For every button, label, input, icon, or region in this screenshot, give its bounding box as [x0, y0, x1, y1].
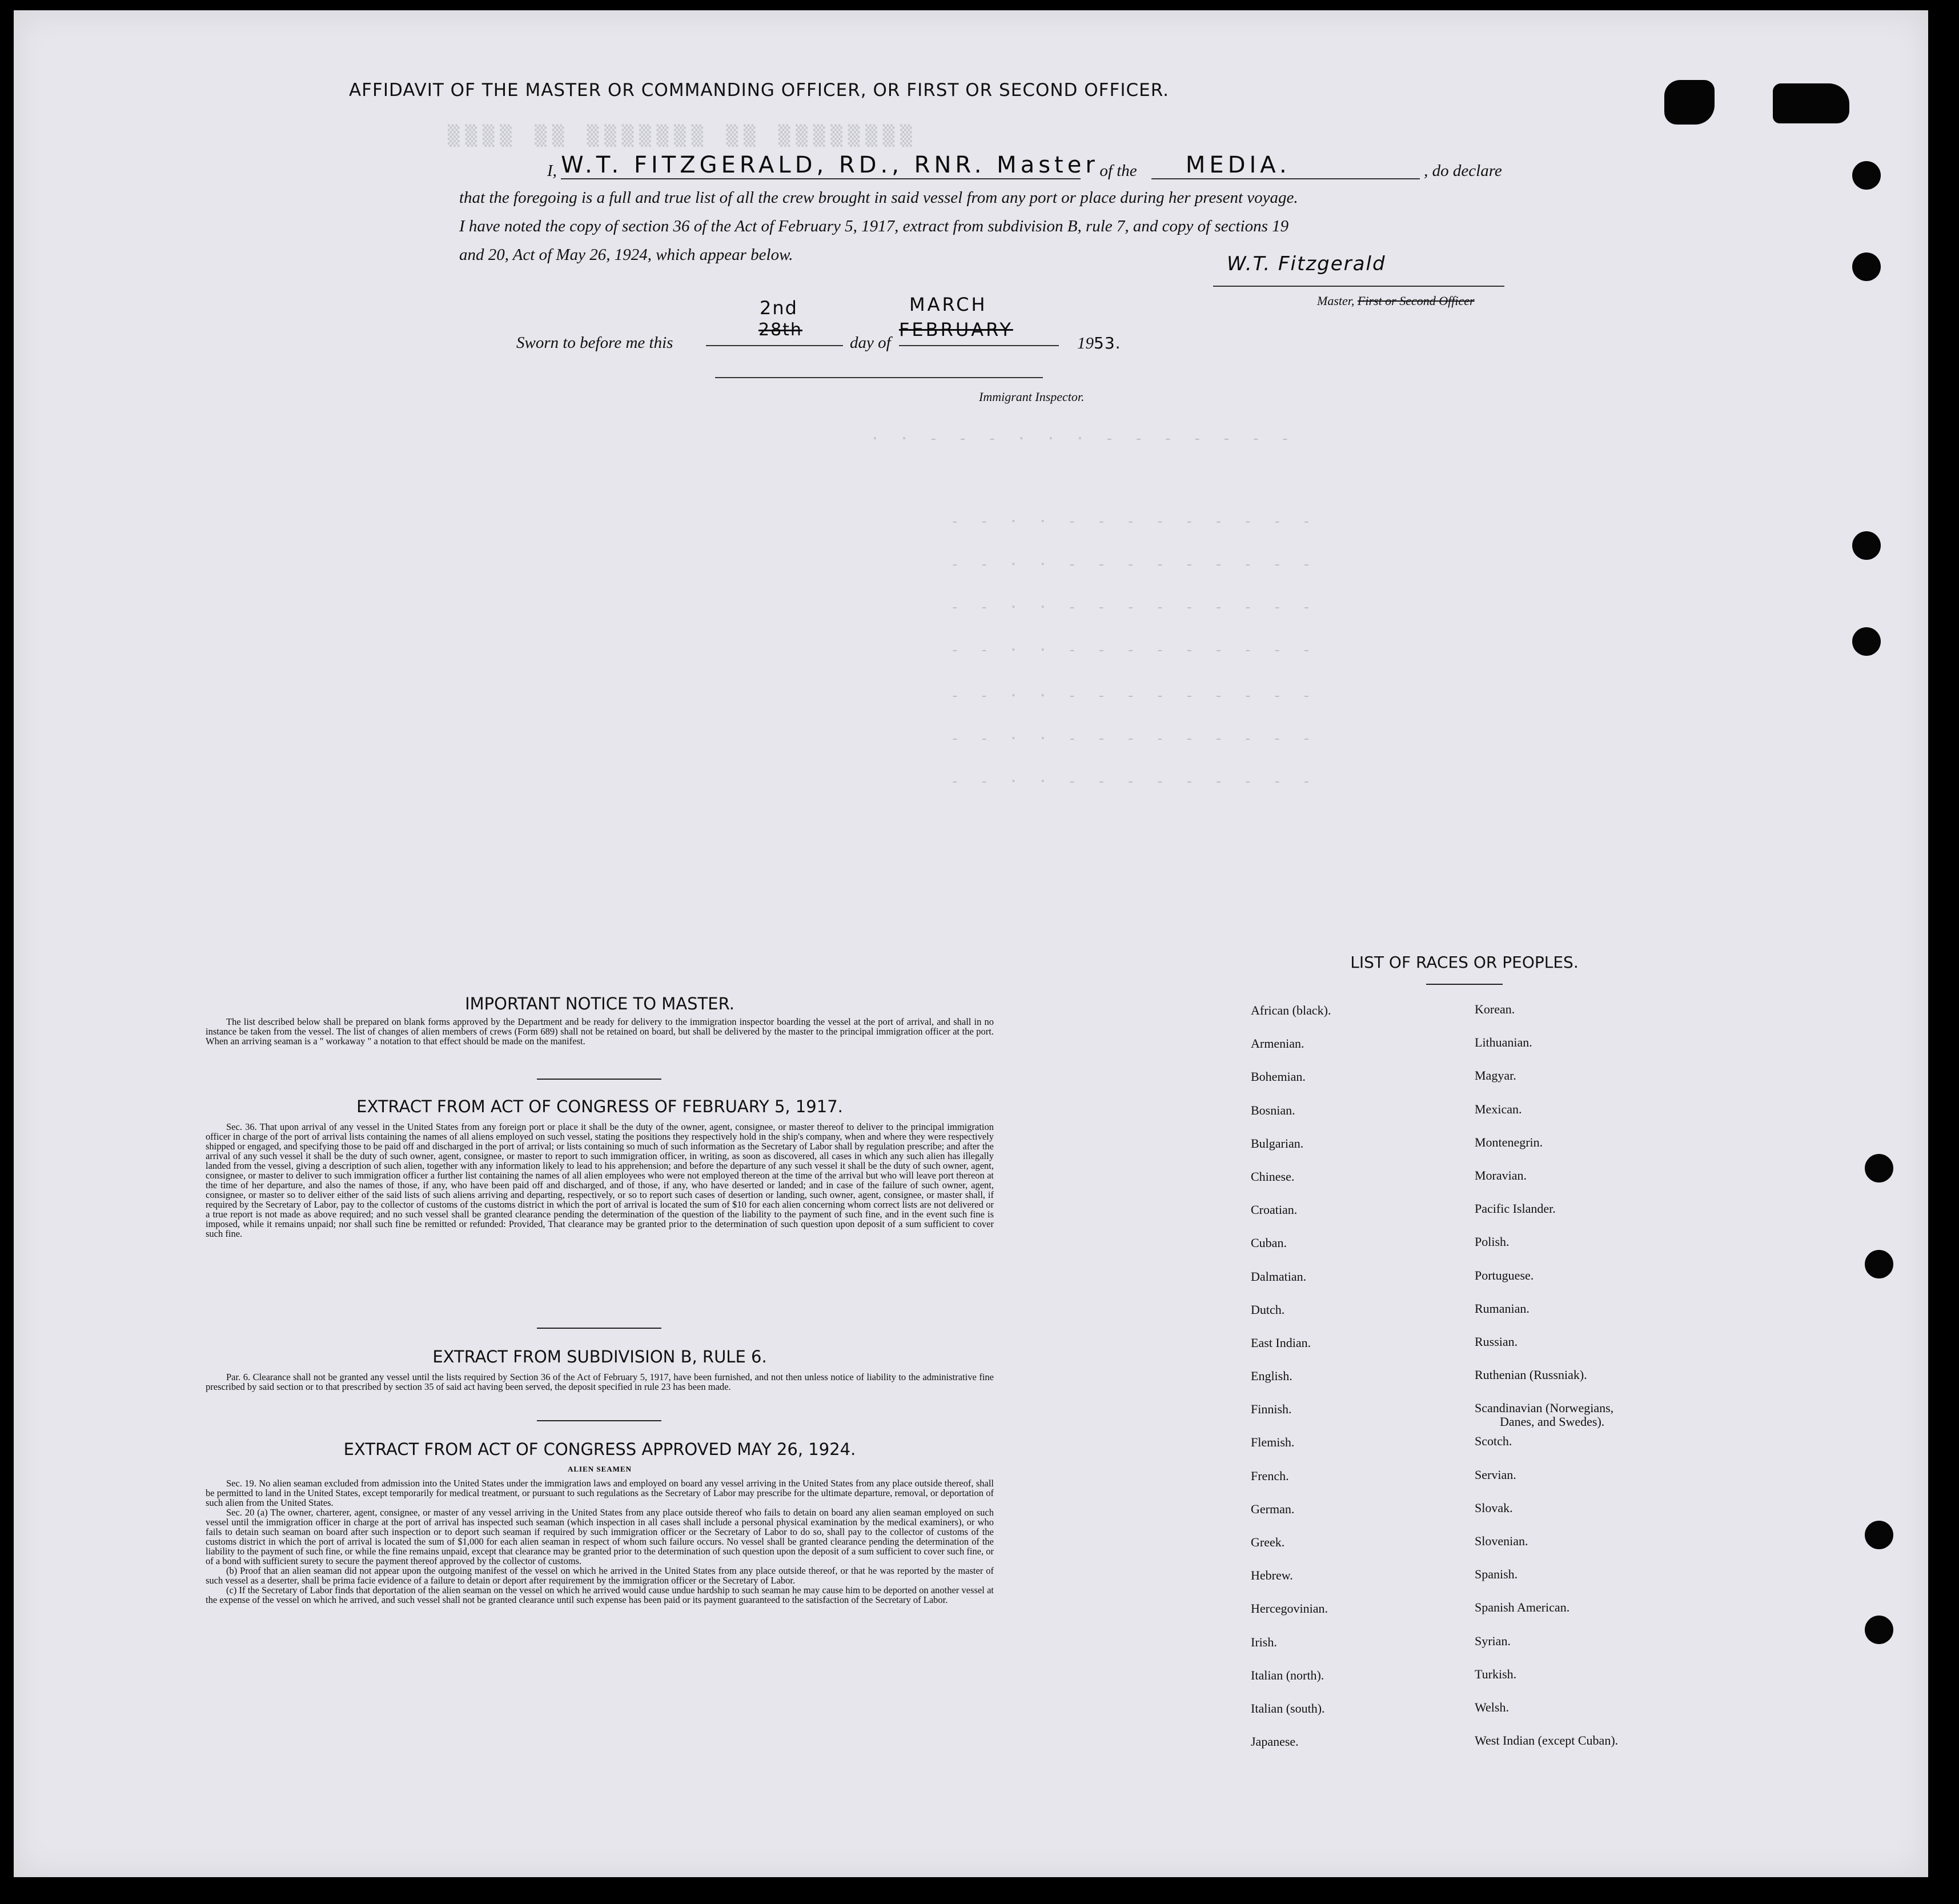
bleed-through-row: ‑ ‑ · · ‑ ‑ ‑ ‑ ‑ ‑ ‑ ‑ ‑	[950, 730, 1317, 747]
race-item: Russian.	[1475, 1334, 1518, 1349]
bleed-through-row: ‑ ‑ · · ‑ ‑ ‑ ‑ ‑ ‑ ‑ ‑ ‑	[950, 773, 1317, 790]
race-item: Spanish.	[1475, 1567, 1518, 1582]
race-item: Armenian.	[1251, 1036, 1304, 1051]
day-handwriting: 2nd	[760, 297, 798, 319]
sworn-month-field	[899, 294, 1059, 346]
day-struck: 28th	[758, 320, 802, 340]
bleed-through-row: ‑ ‑ · · ‑ ‑ ‑ ‑ ‑ ‑ ‑ ‑ ‑	[950, 642, 1317, 659]
sworn-year	[1077, 334, 1121, 353]
race-item: Magyar.	[1475, 1068, 1516, 1083]
month-handwriting: MARCH	[909, 294, 987, 315]
section-36-paragraph: Sec. 36. That upon arrival of any vessel in the United States from any foreign port or place it shall be the duty of the owner, agent, consignee, or master thereof to deliver to the principal immigration officer in charge of the port of arrival lists containing the names of all aliens employed on such vessel, stating the positions they respectively hold in the ship's company, when and where they were respectively shipped or engaged, and specifying those to be paid off and discharged in the port of arrival; or lists containing so much of such information as the Secretary of Labor shall by regulation prescribe; and after the arrival of any such vessel it shall be the duty of such owner, agent, consignee, or master to report to such immigration officer, in writing, as soon as discovered, all cases in which any such alien has illegally landed from the vessel, giving a description of such alien, together with any information likely to lead to his apprehension; and before the departure of any such vessel it shall be the duty of such owner, agent, consignee, or master to deliver to such immigration officer a further list containing the names of all alien employees who were not employed thereon at the time of the arrival but who will leave port thereon at the time of her departure, and also the names of those, if any, who have been paid off and discharged, and of those, if any, who have deserted or landed; and in case of the failure of such owner, agent, consignee, or master so to deliver either of the said lists of such aliens arriving and departing, respectively, or so to report such cases of desertion or landing, such owner, agent, consignee, or master shall, if required by the Secretary of Labor, pay to the collector of customs of the customs district in which the port of arrival is located the sum of $10 for each alien concerning whom correct lists are not delivered or a true report is not made as above required; and no such vessel shall be granted clearance pending the determination of the question of the liability to the payment of such fine, and in the event such fine is imposed, while it remains unpaid; nor shall such fine be remitted or refunded: Provided, That clearance may be granted prior to the determination of such question upon deposit of a sum sufficient to cover such fine.	[206, 1121, 994, 1239]
race-item: Rumanian.	[1475, 1301, 1530, 1316]
i-label: I,	[547, 162, 557, 180]
affidavit-title: AFFIDAVIT OF THE MASTER OR COMMANDING OFFICER, OR FIRST OR SECOND OFFICER.	[348, 80, 1170, 101]
year-handwriting: 53.	[1094, 334, 1121, 352]
master-signature: W.T. Fitzgerald	[1227, 252, 1386, 275]
master-title-label	[1317, 294, 1475, 308]
race-item: Croatian.	[1251, 1202, 1298, 1217]
section-20c-paragraph: (c) If the Secretary of Labor finds that deportation of the alien seaman on the vessel on which he arrived would cause undue hardship to such seaman he may cause him to be deported on another vessel at the expense of the vessel on which he arrived, and such vessel shall not be granted clearance until such expense has been paid or its payment guaranteed to the satisfaction of the Secretary of Labor.	[206, 1585, 994, 1605]
race-item: French.	[1251, 1468, 1289, 1483]
affidavit-line-2: that the foregoing is a full and true list of all the crew brought in said vessel from any port or place during her present voyage.	[459, 189, 1298, 207]
day-of-label: day of	[850, 334, 891, 352]
extract-rule6-title: EXTRACT FROM SUBDIVISION B, RULE 6.	[432, 1347, 767, 1366]
race-item: Slovenian.	[1475, 1534, 1528, 1548]
section-divider	[537, 1079, 661, 1080]
inspector-signature-line	[715, 377, 1043, 378]
race-item: Ruthenian (Russniak).	[1475, 1368, 1587, 1382]
race-item: Flemish.	[1251, 1435, 1295, 1450]
punch-hole	[1865, 1154, 1893, 1183]
race-item: Spanish American.	[1475, 1600, 1570, 1615]
race-item: Dutch.	[1251, 1302, 1285, 1317]
race-item: Syrian.	[1475, 1633, 1511, 1648]
race-item: Bohemian.	[1251, 1069, 1306, 1084]
extract-1924-title: EXTRACT FROM ACT OF CONGRESS APPROVED MAY 26, 1924.	[343, 1440, 856, 1459]
race-item: African (black).	[1251, 1003, 1331, 1017]
section-divider	[537, 1328, 661, 1329]
race-item: Greek.	[1251, 1535, 1285, 1549]
race-item: Mexican.	[1475, 1101, 1522, 1116]
race-item: Montenegrin.	[1475, 1135, 1543, 1149]
race-item: Hebrew.	[1251, 1568, 1293, 1583]
tape-mark	[1773, 83, 1849, 123]
signature-line	[1213, 250, 1504, 287]
extract-rule6-text	[206, 1372, 994, 1392]
affidavit-line-3: I have noted the copy of section 36 of the Act of February 5, 1917, extract from subdivision B, rule 7, and copy of sections 19	[459, 217, 1289, 235]
vessel-name-handwriting: MEDIA.	[1185, 152, 1291, 178]
extract-1917-text	[206, 1122, 994, 1238]
races-column-1	[1251, 1003, 1331, 1767]
race-item: East Indian.	[1251, 1335, 1311, 1350]
race-item	[1475, 1401, 1618, 1434]
document-page	[14, 10, 1928, 1877]
punch-hole	[1865, 1616, 1893, 1644]
race-item-scandinavian: Scandinavian (Norwegians,	[1475, 1401, 1614, 1416]
extract-1924-text	[206, 1478, 994, 1605]
do-declare-label: , do declare	[1424, 162, 1502, 180]
section-20b-paragraph: (b) Proof that an alien seaman did not appear upon the outgoing manifest of the vessel on which he arrived in the United States from any place outside thereof, or that he was reported by the master of such vessel as a deserter, shall be prima facie evidence of a failure to detain or deport after requirement by the immigration officer or the Secretary of Labor.	[206, 1565, 994, 1586]
bleed-through-row: ‑ ‑ · · ‑ ‑ ‑ ‑ ‑ ‑ ‑ ‑ ‑	[950, 599, 1317, 616]
extract-1917-title: EXTRACT FROM ACT OF CONGRESS OF FEBRUARY 5, 1917.	[356, 1097, 843, 1116]
race-item: German.	[1251, 1501, 1295, 1516]
race-item: Lithuanian.	[1475, 1035, 1532, 1050]
race-item-continuation: Danes, and Swedes).	[1500, 1414, 1605, 1429]
affidavit-line-4: and 20, Act of May 26, 1924, which appear below.	[459, 246, 793, 264]
bleed-through-row: ‑ ‑ · · ‑ ‑ ‑ ‑ ‑ ‑ ‑ ‑ ‑	[950, 556, 1317, 573]
race-item: Japanese.	[1251, 1734, 1299, 1749]
race-item: Moravian.	[1475, 1168, 1527, 1183]
race-item: Servian.	[1475, 1467, 1516, 1482]
race-item: Italian (south).	[1251, 1701, 1325, 1715]
inspector-label: Immigrant Inspector.	[979, 390, 1085, 404]
month-struck: FEBRUARY	[899, 319, 1013, 340]
race-item: Bosnian.	[1251, 1103, 1295, 1117]
notice-text	[206, 1017, 994, 1046]
punch-hole	[1852, 627, 1881, 656]
race-item: Cuban.	[1251, 1236, 1287, 1250]
master-name-field	[561, 152, 1099, 179]
race-item: Dalmatian.	[1251, 1269, 1307, 1284]
race-item: Turkish.	[1475, 1666, 1517, 1681]
sworn-day-field	[706, 296, 843, 346]
race-item: West Indian (except Cuban).	[1475, 1733, 1619, 1748]
race-item: Irish.	[1251, 1634, 1277, 1649]
of-the-label: of the	[1099, 162, 1137, 180]
race-item: Italian (north).	[1251, 1667, 1324, 1682]
struck-officer-label: First or Second Officer	[1357, 294, 1475, 308]
rule-6-paragraph: Par. 6. Clearance shall not be granted any vessel until the lists required by Section 36 of the Act of February 5, 1917, have been furnished, and not then unless notice of liability to the administrative fine prescribed by said section or to that prescribed by section 35 of said act having been served, the deposit specified in rule 23 has been made.	[206, 1372, 994, 1392]
bleed-through-text: ▒▒▒▒ ▒▒ ▒▒▒▒▒▒▒ ▒▒ ▒▒▒▒▒▒▒▒	[448, 125, 918, 147]
section-divider	[537, 1420, 661, 1421]
race-item: Polish.	[1475, 1234, 1510, 1249]
races-title-rule	[1426, 984, 1503, 985]
race-item: Finnish.	[1251, 1402, 1292, 1417]
bleed-through-row: · · ‑ ‑ ‑ · · · ‑ ‑ ‑ ‑ ‑ ‑ ‑	[870, 430, 1295, 447]
vessel-name-field	[1151, 152, 1420, 179]
race-item: Welsh.	[1475, 1699, 1509, 1714]
race-item: Portuguese.	[1475, 1268, 1534, 1282]
master-label: Master,	[1317, 294, 1355, 308]
section-20a-paragraph: Sec. 20 (a) The owner, charterer, agent, consignee, or master of any vessel arriving in the United States from any place outside thereof who fails to detain on board any alien seaman employed on such vessel until the immigration officer in charge at the port of arrival has inspected such seaman (which inspection in all cases shall include a personal physical examination by the medical examiners), or who fails to detain such seaman on board after such inspection or to deport such seaman if required by such immigration officer or the Secretary of Labor to do so, shall pay to the collector of customs of the customs district in which the port of arrival is located the sum of $1,000 for each alien seaman in respect of whom such failure occurs. No vessel shall be granted clearance pending the determination of the liability to the payment of such fine, or while the fine remains unpaid, except that clearance may be granted prior to the determination of such question upon the deposit of a sum sufficient to cover such fine, or of a bond with sufficient surety to secure the payment thereof approved by the collector of customs.	[206, 1507, 994, 1566]
races-title: LIST OF RACES OR PEOPLES.	[1350, 953, 1579, 972]
races-column-2	[1475, 1002, 1618, 1766]
race-item: Slovak.	[1475, 1500, 1513, 1515]
race-item: English.	[1251, 1369, 1292, 1384]
notice-title: IMPORTANT NOTICE TO MASTER.	[465, 994, 734, 1013]
tape-mark	[1664, 80, 1715, 125]
year-prefix: 19	[1077, 334, 1094, 352]
race-item: Bulgarian.	[1251, 1136, 1304, 1151]
affidavit-line-1	[547, 152, 1502, 183]
race-item: Korean.	[1475, 1002, 1515, 1016]
alien-seamen-subtitle: ALIEN SEAMEN	[567, 1465, 632, 1473]
punch-hole	[1852, 252, 1881, 281]
bleed-through-row: ‑ ‑ · · ‑ ‑ ‑ ‑ ‑ ‑ ‑ ‑ ‑	[950, 513, 1317, 530]
punch-hole	[1865, 1250, 1893, 1278]
section-19-paragraph: Sec. 19. No alien seaman excluded from admission into the United States under the immigration laws and employed on board any vessel arriving in the United States from any place outside thereof, shall be permitted to land in the United States, except temporarily for medical treatment, or pursuant to such regulations as the Secretary of Labor may prescribe for the ultimate departure, removal, or deportation of such alien from the United States.	[206, 1478, 994, 1508]
notice-paragraph: The list described below shall be prepared on blank forms approved by the Department and be ready for delivery to the immigration inspector boarding the vessel at the port of arrival, and shall in no instance be taken from the vessel. The list of changes of alien members of crews (Form 689) shall not be retained on board, but shall be delivered by the master to the principal immigration officer at the port. When an arriving seaman is a " workaway " a notation to that effect should be made on the manifest.	[206, 1016, 994, 1047]
punch-hole	[1852, 161, 1881, 190]
race-item: Chinese.	[1251, 1169, 1295, 1184]
bleed-through-row: ‑ ‑ · · ‑ ‑ ‑ ‑ ‑ ‑ ‑ ‑ ‑	[950, 687, 1317, 704]
race-item: Hercegovinian.	[1251, 1601, 1328, 1616]
race-item: Pacific Islander.	[1475, 1201, 1556, 1216]
sworn-label: Sworn to before me this	[516, 334, 673, 352]
punch-hole	[1865, 1521, 1893, 1549]
race-item: Scotch.	[1475, 1434, 1512, 1449]
master-name-handwriting: W.T. FITZGERALD, RD., RNR. Master	[561, 152, 1099, 178]
punch-hole	[1852, 531, 1881, 560]
